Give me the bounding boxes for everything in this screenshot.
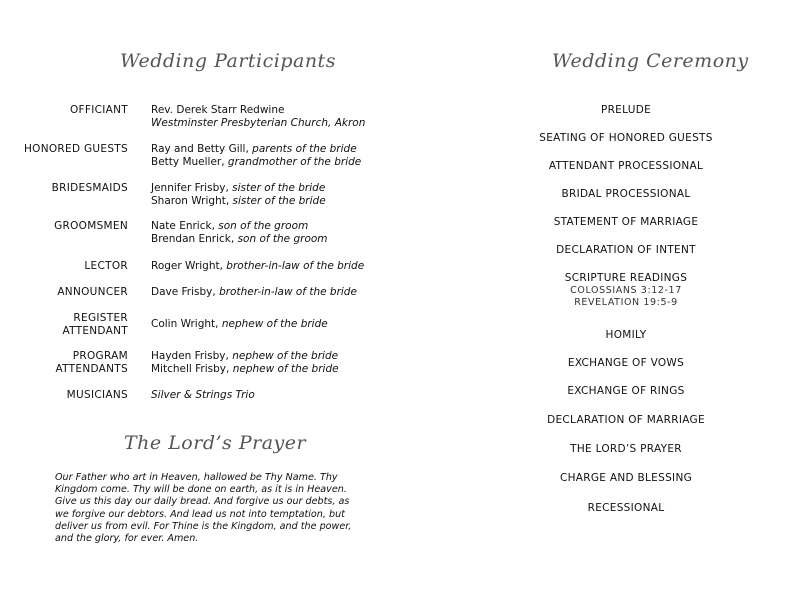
participant-role-line: GROOMSMEN [54,220,128,232]
participant-name: Rev. Derek Starr Redwine [151,104,285,116]
participant-role-line: ATTENDANT [62,325,128,337]
participant-line [151,156,361,169]
ceremony-item-label: EXCHANGE OF VOWS [567,357,685,369]
ceremony-item [526,104,726,117]
participant-line [151,143,361,156]
participant-names [151,350,339,376]
participant-role-line: HONORED GUESTS [23,143,128,155]
participant-relation: nephew of the bride [232,350,339,362]
ceremony-item-label: STATEMENT OF MARRIAGE [553,216,699,228]
participant-line [151,182,326,195]
ceremony-item-label: RECESSIONAL [587,502,665,514]
ceremony-item-label: THE LORD’S PRAYER [570,443,682,455]
ceremony-item [526,385,726,398]
ceremony-item [526,160,726,173]
participant-relation: son of the groom [237,233,328,245]
participant-role-line: REGISTER [73,312,128,324]
ceremony-item [526,357,726,370]
ceremony-item-label: EXCHANGE OF RINGS [567,385,685,397]
participant-relation: grandmother of the bride [227,156,362,168]
ceremony-item-label: CHARGE AND BLESSING [559,472,693,484]
ceremony-item [526,443,726,456]
participant-relation: son of the groom [218,220,309,232]
participant-name: Brendan Enrick, [151,233,238,245]
participant-name: Mitchell Frisby, [151,363,233,375]
participant-line [151,286,357,299]
scripture-reference: COLOSSIANS 3:12-17 [570,285,682,296]
participant-name: Nate Enrick, [151,220,219,232]
participant-line [151,363,339,376]
participant-names [151,286,357,299]
participant-role [52,182,128,195]
prayer-text: Our Father who art in Heaven, hallowed be Thy Name. Thy Kingdom come. Thy will be done on earth, as it is in Heaven. Give us this day our daily bread. And forgive us our debts, as we forgive our debtors. And lead us not into temptation, but deliver us from evil. For Thine is the Kingdom, and the power, and the glory, for ever. Amen. [55,472,352,545]
participant-role [55,350,128,376]
participant-relation: nephew of the bride [221,318,328,330]
ceremony-item-label: SCRIPTURE READINGS [564,272,688,284]
participant-relation: parents of the bride [252,143,357,155]
ceremony-item-label: SEATING OF HONORED GUESTS [539,132,713,144]
participant-name: Roger Wright, [151,260,227,272]
participant-name: Sharon Wright, [151,195,233,207]
participant-names [151,318,328,331]
participant-relation: Westminster Presbyterian Church, Akron [151,117,366,129]
participant-line [151,233,328,246]
ceremony-item [526,414,726,427]
ceremony-item [526,329,726,342]
ceremony-item-label: DECLARATION OF INTENT [556,244,696,256]
participant-role-line: ATTENDANTS [55,363,128,375]
ceremony-item-label: HOMILY [605,329,647,341]
participant-role [70,104,128,117]
ceremony-heading: Wedding Ceremony [552,50,749,72]
participants-heading: Wedding Participants [120,50,336,72]
participant-line [151,318,328,331]
participant-role [67,389,128,402]
participant-names [151,182,326,208]
ceremony-item-label: DECLARATION OF MARRIAGE [547,414,705,426]
participant-role-line: OFFICIANT [69,104,128,116]
participant-role-line: BRIDESMAIDS [51,182,128,194]
participant-name: Dave Frisby, [151,286,220,298]
participant-names [151,260,364,273]
ceremony-item [526,244,726,257]
participant-relation: brother-in-law of the bride [219,286,357,298]
ceremony-item [526,188,726,201]
participant-role [84,260,128,273]
participant-line [151,117,365,130]
participant-line [151,195,326,208]
participant-name: Colin Wright, [151,318,222,330]
prayer-heading: The Lord’s Prayer [124,432,307,454]
participant-role-line: MUSICIANS [66,389,128,401]
participant-role [62,312,128,338]
participant-relation: sister of the bride [232,195,326,207]
ceremony-item-label: BRIDAL PROCESSIONAL [561,188,691,200]
participant-role [57,286,128,299]
participant-line [151,104,365,117]
participant-line [151,260,364,273]
participant-role-line: LECTOR [84,260,128,272]
participant-role-line: ANNOUNCER [57,286,128,298]
ceremony-item-label: PRELUDE [600,104,652,116]
participant-relation: sister of the bride [232,182,326,194]
ceremony-item [526,272,726,309]
participant-name: Ray and Betty Gill, [151,143,253,155]
ceremony-item [526,472,726,485]
participant-names [151,389,255,402]
scripture-reference: REVELATION 19:5-9 [574,297,678,308]
participant-relation: nephew of the bride [232,363,339,375]
participant-name: Jennifer Frisby, [151,182,233,194]
ceremony-item-label: ATTENDANT PROCESSIONAL [548,160,704,172]
participant-relation: Silver & Strings Trio [151,389,255,401]
ceremony-item [526,132,726,145]
participant-role [54,220,128,233]
participant-names [151,143,361,169]
participant-name: Hayden Frisby, [151,350,233,362]
participant-line [151,389,255,402]
participant-relation: brother-in-law of the bride [226,260,365,272]
participant-role [24,143,128,156]
participant-names [151,104,365,130]
participant-name: Betty Mueller, [151,156,228,168]
ceremony-item [526,216,726,229]
participant-line [151,350,339,363]
participant-role-line: PROGRAM [72,350,128,362]
ceremony-item [526,502,726,515]
participant-names [151,220,328,246]
participant-line [151,220,328,233]
